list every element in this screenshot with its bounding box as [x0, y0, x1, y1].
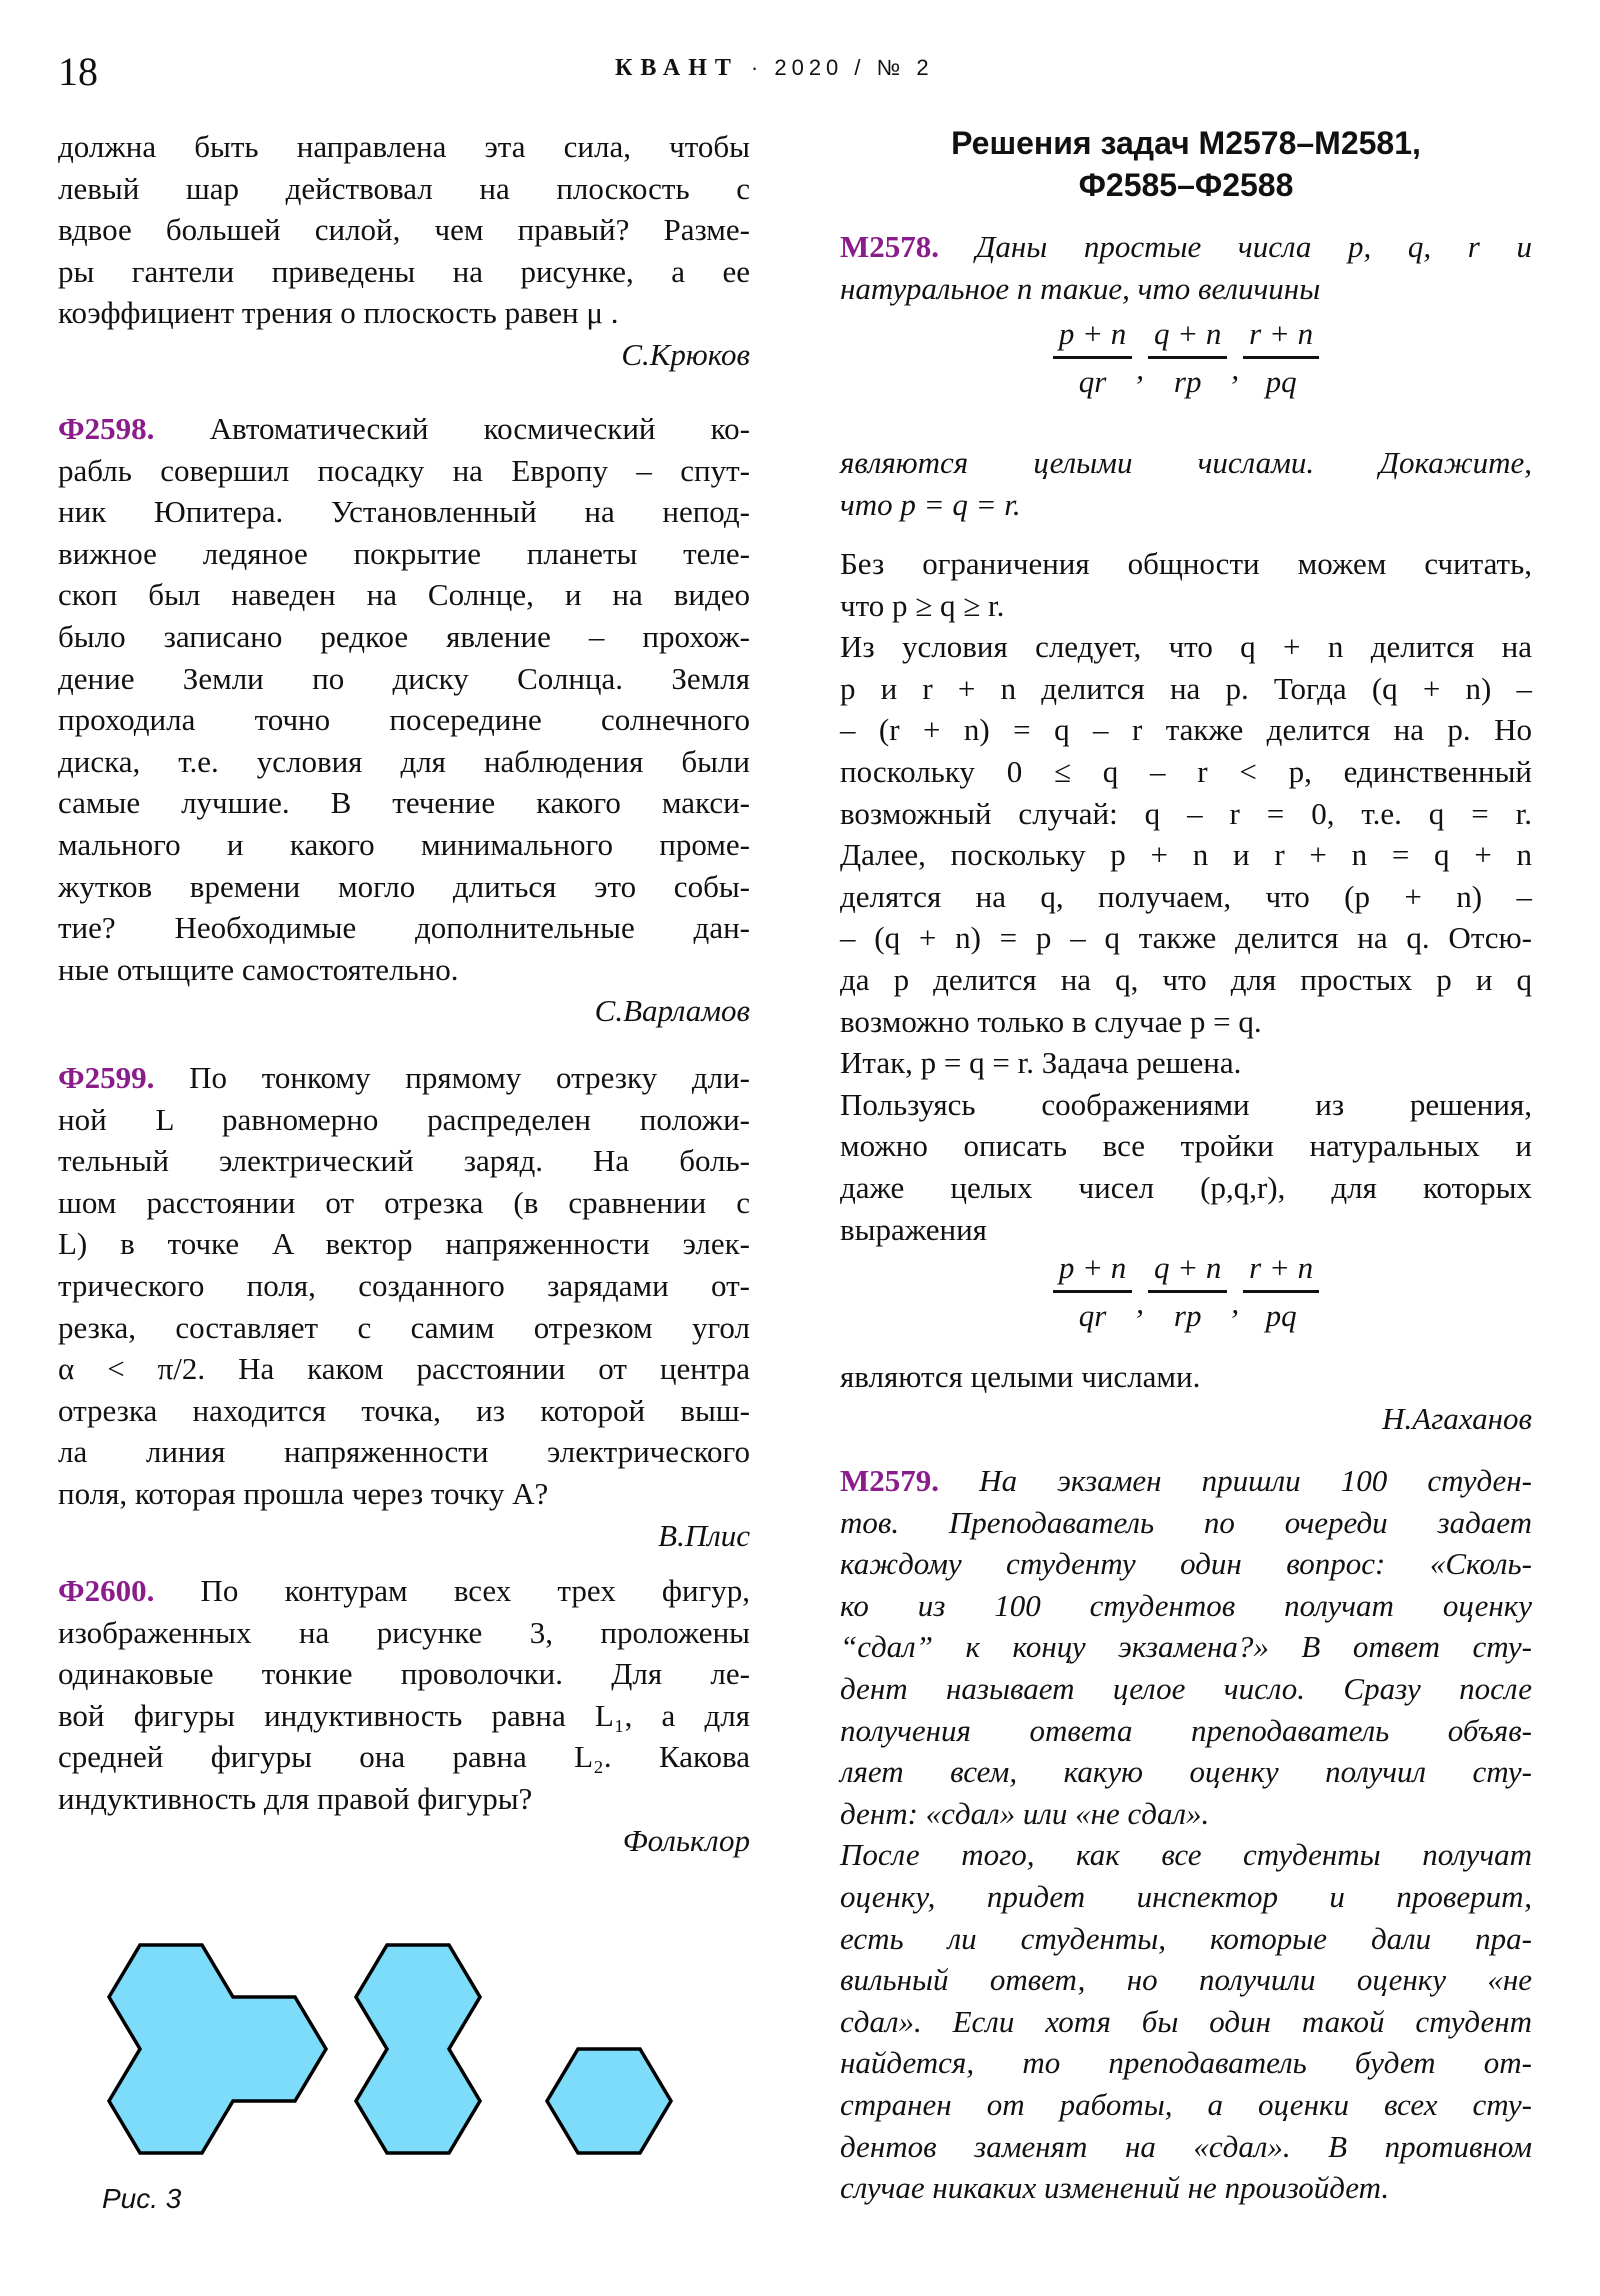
text-line-content: По контурам всех трех фигур,: [154, 1573, 750, 1608]
text-line-content: средней фигуры она равна L₂. Какова: [58, 1739, 750, 1775]
text-line-content: дент называет целое число. Сразу после: [840, 1670, 1532, 1706]
text-line: [58, 949, 750, 991]
text-line: [58, 866, 750, 908]
text-line: [840, 1084, 1532, 1126]
text-line-content: сдал». Если хотя бы один такой студент: [840, 2003, 1532, 2039]
text-line-content: мального и какого минимального проме-: [58, 826, 750, 862]
denominator: rp: [1173, 364, 1202, 399]
numerator: q + n: [1148, 1246, 1227, 1293]
two-hexagon-figure: [356, 1945, 480, 2153]
text-line-content: можно описать все тройки натуральных и: [840, 1128, 1532, 1164]
text-line: [58, 450, 750, 492]
text-line: [840, 1876, 1532, 1918]
text-line: [58, 292, 750, 334]
text-line: [58, 1182, 750, 1224]
text-line: [58, 533, 750, 575]
f2600: [58, 1570, 750, 1861]
author: С.Крюков: [621, 336, 750, 372]
fraction: [1148, 312, 1227, 405]
m2579: [840, 1460, 1532, 2209]
text-line-content: вдвое большей силой, чем правый? Разме-: [58, 212, 750, 248]
fraction: [1053, 312, 1132, 405]
text-line-content: индуктивность для правой фигуры?: [58, 1780, 533, 1816]
text-line-content: получения ответа преподаватель объяв-: [840, 1712, 1532, 1748]
text-line: [840, 1167, 1532, 1209]
text-line: [840, 834, 1532, 876]
text-line: [58, 782, 750, 824]
comma: ,: [1231, 350, 1240, 386]
text-line: [58, 1473, 750, 1515]
numerator: p + n: [1053, 1246, 1132, 1293]
f2598: [58, 408, 750, 1032]
denominator: pq: [1265, 364, 1297, 399]
text-line: [58, 408, 750, 450]
text-line-content: поля, которая прошла через точку A?: [58, 1475, 549, 1511]
problem-number: М2578.: [840, 229, 940, 264]
m2578-statement: [840, 226, 1532, 309]
text-line-content: жутков времени могло длиться это собы-: [58, 868, 750, 904]
text-line-content: поскольку 0 ≤ q – r < p, единственный: [840, 753, 1532, 789]
single-hexagon-figure: [547, 2049, 671, 2153]
issue-number: · 2020 / № 2: [750, 55, 934, 80]
text-line: [58, 126, 750, 168]
text-line: [58, 824, 750, 866]
comma: ,: [1136, 1284, 1144, 1320]
text-line-content: дент: «сдал» или «не сдал».: [840, 1795, 1210, 1831]
text-line-content: – (q + n) = p – q также делится на q. Отсю-: [840, 920, 1532, 956]
text-line: [58, 1265, 750, 1307]
text-line-content: тие? Необходимые дополнительные дан-: [58, 910, 750, 946]
text-line-content: Из условия следует, что q + n делится на: [840, 629, 1532, 665]
text-line: [840, 626, 1532, 668]
problem-number: М2579.: [840, 1463, 940, 1498]
text-line: [840, 1042, 1532, 1084]
text-line-content: скоп был наведен на Солнце, и на видео: [58, 577, 750, 613]
text-line-content: делятся на q, получаем, что (p + n) –: [840, 878, 1532, 914]
text-line-content: левый шар действовал на плоскость с: [58, 170, 750, 206]
text-line: [58, 1057, 750, 1099]
text-line-content: ры гантели приведены на рисунке, а ее: [58, 253, 750, 289]
text-line: [840, 793, 1532, 835]
text-line-content: По тонкому прямому отрезку дли-: [154, 1060, 750, 1095]
text-line: [840, 1543, 1532, 1585]
text-line: [840, 268, 1532, 310]
f2599: [58, 1057, 750, 1556]
three-hexagon-figure: [109, 1945, 326, 2153]
fraction: [1243, 1246, 1319, 1339]
text-line: [840, 1751, 1532, 1793]
text-line-content: возможный случай: q – r = 0, т.е. q = r.: [840, 795, 1532, 831]
journal-name: КВАНТ: [615, 55, 739, 81]
text-line: [840, 1668, 1532, 1710]
text-line-content: есть ли студенты, которые дали пра-: [840, 1920, 1532, 1956]
text-line-content: отрезка находится точка, из которой выш-: [58, 1392, 750, 1428]
m2578-statement-end: [840, 442, 1532, 525]
text-line: [840, 959, 1532, 1001]
text-line-content: что p = q = r.: [840, 486, 1021, 522]
text-line: [58, 658, 750, 700]
fractions-1: [840, 312, 1532, 405]
text-line: [840, 2167, 1532, 2209]
text-line-content: На экзамен пришли 100 студен-: [939, 1463, 1532, 1498]
text-line-content: случае никаких изменений не произойдет.: [840, 2170, 1390, 2206]
numerator: p + n: [1053, 312, 1132, 359]
text-line-content: трического поля, созданного зарядами от-: [58, 1267, 750, 1303]
text-line-content: изображенных на рисунке 3, проложены: [58, 1614, 750, 1650]
problem-number: Ф2600.: [58, 1573, 155, 1608]
text-line: [58, 209, 750, 251]
text-line: [840, 1710, 1532, 1752]
running-header: [615, 55, 934, 82]
text-line: [58, 1390, 750, 1432]
text-line: [58, 1099, 750, 1141]
text-line-content: Без ограничения общности можем считать,: [840, 546, 1532, 581]
text-line: [840, 1585, 1532, 1627]
text-line-content: являются целыми числами. Докажите,: [840, 445, 1532, 480]
text-line: [840, 484, 1532, 526]
text-line-content: вой фигуры индуктивность равна L₁, а для: [58, 1697, 750, 1733]
text-line: [840, 1834, 1532, 1876]
author: В.Плис: [658, 1517, 750, 1553]
text-line: [840, 442, 1532, 484]
author: С.Варламов: [594, 993, 750, 1029]
fraction: [1148, 1246, 1227, 1339]
text-line: [58, 574, 750, 616]
problem-number: Ф2598.: [58, 411, 155, 446]
denominator: qr: [1078, 1298, 1107, 1333]
text-line-content: “сдал” к концу экзамена?» В ответ сту-: [840, 1629, 1532, 1665]
p1: [58, 126, 750, 376]
text-line-content: рабль совершил посадку на Европу – спут-: [58, 452, 750, 488]
text-line: [840, 1626, 1532, 1668]
text-line: [840, 2084, 1532, 2126]
text-line: [840, 1793, 1532, 1835]
text-line: [58, 491, 750, 533]
numerator: r + n: [1243, 312, 1319, 359]
text-line: [58, 1140, 750, 1182]
text-line-content: Автоматический космический ко-: [154, 411, 750, 446]
text-line-content: ной L равномерно распределен положи-: [58, 1101, 750, 1137]
text-line: [58, 741, 750, 783]
text-line: [58, 1570, 750, 1612]
text-line-content: Далее, поскольку p + n и r + n = q + n: [840, 837, 1532, 873]
text-line-content: p и r + n делится на p. Тогда (q + n) –: [840, 670, 1532, 706]
text-line: [840, 1125, 1532, 1167]
text-line: [840, 1918, 1532, 1960]
denominator: pq: [1265, 1298, 1297, 1333]
text-line: [840, 2126, 1532, 2168]
text-line-content: Пользуясь соображениями из решения,: [840, 1086, 1532, 1122]
author: Фольклор: [622, 1822, 750, 1858]
text-line: [58, 251, 750, 293]
text-line: [58, 1612, 750, 1654]
fraction: [1243, 312, 1319, 405]
text-line: [840, 226, 1532, 268]
comma: ,: [1136, 350, 1144, 386]
page-number: 18: [58, 49, 98, 94]
text-line-content: что p ≥ q ≥ r.: [840, 587, 1005, 623]
text-line: [840, 751, 1532, 793]
text-line-content: дентов заменят на «сдал». В противном: [840, 2128, 1532, 2164]
text-line-content: каждому студенту один вопрос: «Сколь-: [840, 1546, 1532, 1582]
text-line: [58, 699, 750, 741]
text-line-content: возможно только в случае p = q.: [840, 1003, 1262, 1039]
fractions-2: [840, 1246, 1532, 1339]
numerator: q + n: [1148, 312, 1227, 359]
text-line-content: было записано редкое явление – прохож-: [58, 618, 750, 654]
text-line-content: проходила точно посередине солнечного: [58, 702, 750, 738]
text-line: [840, 585, 1532, 627]
text-line: [840, 1502, 1532, 1544]
text-line: [840, 1209, 1532, 1251]
denominator: rp: [1173, 1298, 1202, 1333]
text-line: [58, 1695, 750, 1737]
text-line-content: даже целых чисел (p,q,r), для которых: [840, 1169, 1532, 1205]
text-line-content: вильный ответ, но получили оценку «не: [840, 1962, 1532, 1998]
text-line-content: резка, составляет с самим отрезком угол: [58, 1309, 750, 1345]
m2578-tail: [840, 1356, 1532, 1439]
text-line: [840, 1001, 1532, 1043]
text-line-content: выражения: [840, 1211, 987, 1247]
figure-caption: Рис. 3: [102, 2183, 182, 2214]
text-line: [58, 907, 750, 949]
m2578-solution: [840, 543, 1532, 1250]
text-line: [840, 876, 1532, 918]
comma: ,: [1231, 1284, 1240, 1320]
figure-3: [100, 1935, 700, 2175]
fraction: [1053, 1246, 1132, 1339]
text-line: [840, 668, 1532, 710]
text-line: [840, 1959, 1532, 2001]
text-line: [58, 1307, 750, 1349]
text-line: [840, 543, 1532, 585]
problem-number: Ф2599.: [58, 1060, 155, 1095]
text-line-content: тельный электрический заряд. На боль-: [58, 1143, 750, 1179]
text-line: [840, 1356, 1532, 1398]
text-line-content: странен от работы, а оценки всех сту-: [840, 2086, 1532, 2122]
section-title-line: Решения задач М2578–М2581,: [951, 125, 1421, 161]
text-line-content: должна быть направлена эта сила, чтобы: [58, 129, 750, 164]
text-line-content: ник Юпитера. Установленный на непод-: [58, 494, 750, 530]
text-line-content: самые лучшие. В течение какого макси-: [58, 785, 750, 821]
text-line: [58, 1348, 750, 1390]
text-line-content: да p делится на q, что для простых p и q: [840, 961, 1532, 997]
text-line-content: Даны простые числа p, q, r и: [939, 229, 1532, 264]
author: Н.Агаханов: [1382, 1400, 1532, 1436]
text-line-content: После того, как все студенты получат: [840, 1837, 1532, 1873]
text-line: [58, 168, 750, 210]
text-line-content: ные отыщите самостоятельно.: [58, 951, 459, 987]
text-line-content: ко из 100 студентов получат оценку: [840, 1587, 1532, 1623]
text-line-content: диска, т.е. условия для наблюдения были: [58, 743, 750, 779]
text-line-content: натуральное n такие, что величины: [840, 270, 1321, 306]
text-line-content: L) в точке A вектор напряженности элек-: [58, 1226, 750, 1262]
text-line-content: оценку, придет инспектор и проверит,: [840, 1878, 1532, 1914]
text-line-content: Итак, p = q = r. Задача решена.: [840, 1045, 1242, 1081]
text-line-content: дение Земли по диску Солнца. Земля: [58, 660, 750, 696]
text-line: [840, 2001, 1532, 2043]
denominator: qr: [1078, 364, 1107, 399]
text-line: [58, 1653, 750, 1695]
text-line: [840, 917, 1532, 959]
text-line-content: α < π/2. На каком расстоянии от центра: [58, 1351, 750, 1387]
text-line-content: тов. Преподаватель по очереди задает: [840, 1504, 1532, 1540]
text-line-content: найдется, то преподаватель будет от-: [840, 2045, 1532, 2081]
numerator: r + n: [1243, 1246, 1319, 1293]
text-line: [58, 1431, 750, 1473]
text-line: [58, 1736, 750, 1778]
text-line: [840, 1460, 1532, 1502]
text-line: [58, 1778, 750, 1820]
text-line-content: коэффициент трения о плоскость равен μ .: [58, 295, 619, 331]
section-title-line: Ф2585–Ф2588: [1078, 167, 1294, 203]
text-line-content: ла линия напряженности электрического: [58, 1434, 750, 1470]
text-line-content: ляет всем, какую оценку получил сту-: [840, 1754, 1532, 1790]
text-line: [840, 2042, 1532, 2084]
text-line: [840, 709, 1532, 751]
text-line-content: одинаковые тонкие проволочки. Для ле-: [58, 1656, 750, 1692]
text-line-content: шом расстоянии от отрезка (в сравнении с: [58, 1184, 750, 1220]
text-line-content: являются целыми числами.: [840, 1359, 1201, 1394]
text-line-content: – (r + n) = q – r также делится на p. Но: [840, 712, 1532, 748]
section-title: [840, 122, 1532, 206]
text-line-content: вижное ледяное покрытие планеты теле-: [58, 535, 750, 571]
text-line: [58, 1223, 750, 1265]
text-line: [58, 616, 750, 658]
